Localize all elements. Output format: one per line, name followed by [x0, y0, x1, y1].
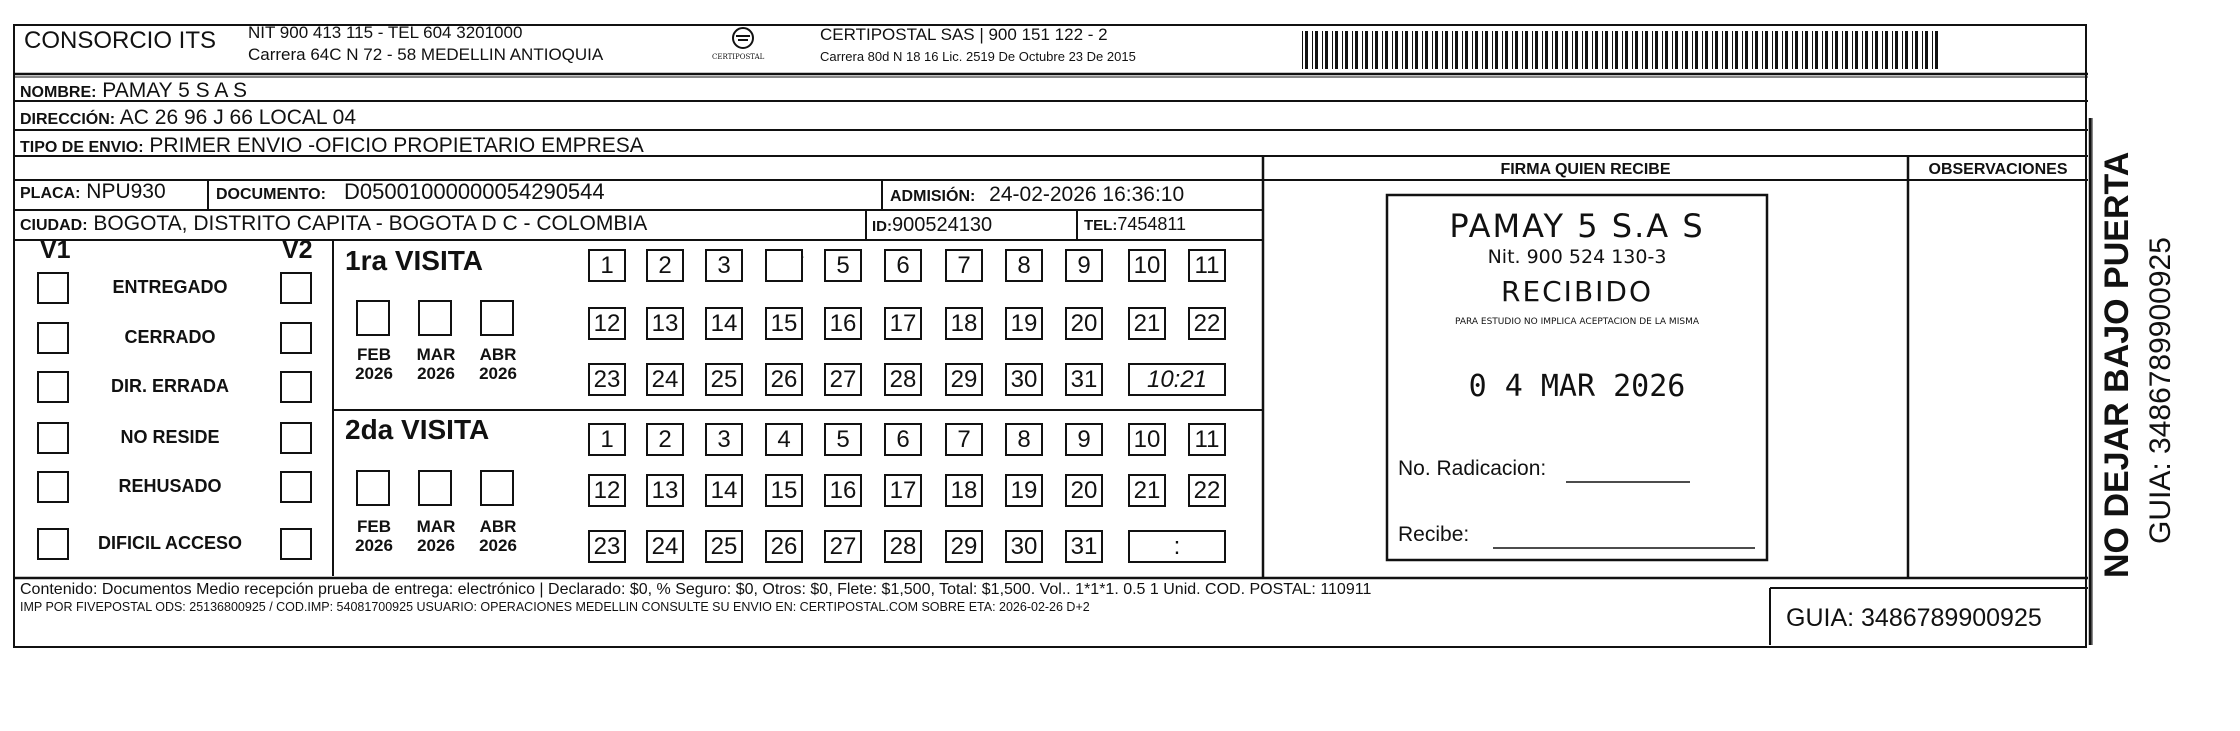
status-v1-checkbox[interactable]	[37, 322, 69, 354]
stamp-nit: Nit. 900 524 130-3	[1487, 246, 1667, 268]
day-box[interactable]: 4	[765, 423, 803, 456]
status-v1-checkbox[interactable]	[37, 422, 69, 454]
month-label: MAR	[416, 517, 456, 536]
placa-value: NPU930	[86, 180, 166, 203]
direccion-value: AC 26 96 J 66 LOCAL 04	[119, 106, 356, 129]
side-warning: NO DEJAR BAJO PUERTA	[2098, 151, 2136, 578]
signature-header: FIRMA QUIEN RECIBE	[1500, 161, 1671, 178]
day-box[interactable]: 29	[945, 530, 983, 563]
id-label: ID:	[872, 218, 892, 235]
tel-label: TEL:	[1084, 217, 1118, 234]
id-value: 900524130	[892, 214, 993, 236]
day-box[interactable]: 24	[646, 363, 684, 396]
day-box[interactable]: 31	[1065, 530, 1103, 563]
second-visit-title: 2da VISITA	[345, 414, 490, 445]
month-checkbox[interactable]	[418, 470, 452, 506]
day-box[interactable]: 11	[1188, 423, 1226, 456]
day-box[interactable]: 9	[1065, 249, 1103, 282]
barcode-icon	[1302, 31, 1938, 69]
day-box[interactable]: 13	[646, 474, 684, 507]
day-box[interactable]: 12	[588, 474, 626, 507]
admision-label: ADMISIÓN:	[890, 188, 976, 205]
status-v1-checkbox[interactable]	[37, 471, 69, 503]
tipo-envio-value: PRIMER ENVIO -OFICIO PROPIETARIO EMPRESA	[149, 134, 644, 157]
month-checkbox[interactable]	[356, 300, 390, 336]
status-v1-checkbox[interactable]	[37, 371, 69, 403]
side-guia: GUIA: 3486789900925	[2144, 237, 2177, 544]
day-box[interactable]: 2	[646, 423, 684, 456]
footer-guia: GUIA: 3486789900925	[1786, 604, 2042, 632]
day-box[interactable]: 8	[1005, 249, 1043, 282]
certipostal-logo-icon	[708, 24, 778, 68]
admision-value: 24-02-2026 16:36:10	[989, 183, 1185, 206]
radicacion-label: No. Radicacion:	[1398, 457, 1547, 480]
stamp-company: PAMAY 5 S.A S	[1449, 207, 1705, 245]
day-box[interactable]: 24	[646, 530, 684, 563]
day-box[interactable]: 17	[884, 307, 922, 340]
day-box[interactable]: 1	[588, 423, 626, 456]
day-box[interactable]: 17	[884, 474, 922, 507]
company-nit-tel: NIT 900 413 115 - TEL 604 3201000	[248, 23, 523, 42]
status-v1-checkbox[interactable]	[37, 272, 69, 304]
direccion-label: DIRECCIÓN:	[20, 111, 116, 128]
day-box[interactable]: 12	[588, 307, 626, 340]
day-box[interactable]: 2	[646, 249, 684, 282]
day-box[interactable]: 5	[824, 423, 862, 456]
certipostal-line2: Carrera 80d N 18 16 Lic. 2519 De Octubre 23 De 2015	[820, 49, 1136, 64]
day-box[interactable]: 3	[705, 423, 743, 456]
month-label: FEB	[357, 517, 391, 536]
visit-time-box[interactable]: 10:21	[1128, 363, 1226, 396]
day-box[interactable]: 14	[705, 474, 743, 507]
year-label: 2026	[355, 364, 393, 383]
footer-contenido: Contenido: Documentos Medio recepción prueba de entrega: electrónico | Declarado: $0, % Seguro: $0, Otros: $0, Flete: $1,500, Total: $1,500. Vol.. 1*1*1. 0.5 1 Unid. COD. POSTAL: 110911	[20, 581, 1372, 598]
ciudad-label: CIUDAD:	[20, 217, 88, 234]
day-box[interactable]: 14	[705, 307, 743, 340]
day-box[interactable]: 26	[765, 363, 803, 396]
stamp-date: 0 4 MAR 2026	[1468, 369, 1686, 404]
ciudad-value: BOGOTA, DISTRITO CAPITA - BOGOTA D C - COLOMBIA	[93, 212, 648, 235]
day-box[interactable]: 16	[824, 307, 862, 340]
day-box[interactable]: 26	[765, 530, 803, 563]
day-box[interactable]: 7	[945, 249, 983, 282]
month-checkbox[interactable]	[480, 300, 514, 336]
day-box[interactable]: 16	[824, 474, 862, 507]
first-visit-title: 1ra VISITA	[345, 245, 483, 276]
year-label: 2026	[355, 536, 393, 555]
day-box[interactable]: 30	[1005, 530, 1043, 563]
month-checkbox[interactable]	[418, 300, 452, 336]
tel-value: 7454811	[1117, 214, 1187, 234]
day-box[interactable]: 27	[824, 530, 862, 563]
day-box[interactable]: 3	[705, 249, 743, 282]
status-label: DIR. ERRADA	[110, 376, 229, 396]
day-box[interactable]: 30	[1005, 363, 1043, 396]
stamp-recibido: RECIBIDO	[1500, 275, 1654, 308]
day-box[interactable]: 6	[884, 423, 922, 456]
year-label: 2026	[479, 536, 517, 555]
logo-text: CERTIPOSTAL	[712, 53, 765, 61]
year-label: 2026	[417, 536, 455, 555]
day-box[interactable]: 27	[824, 363, 862, 396]
day-box[interactable]: 20	[1065, 474, 1103, 507]
day-box[interactable]: 19	[1005, 474, 1043, 507]
status-v2-checkbox[interactable]	[280, 471, 312, 503]
certipostal-line1: CERTIPOSTAL SAS | 900 151 122 - 2	[820, 25, 1108, 44]
day-box[interactable]: 13	[646, 307, 684, 340]
day-box[interactable]: 1	[588, 249, 626, 282]
month-label: MAR	[416, 345, 456, 364]
recibe-label: Recibe:	[1398, 523, 1470, 546]
footer-imp: IMP POR FIVEPOSTAL ODS: 25136800925 / COD.IMP: 54081700925 USUARIO: OPERACIONES MEDELLIN CONSULTE SU ENVIO EN: CERTIPOSTAL.COM SOBRE ETA: 2026-02-26 D+2	[20, 600, 1090, 614]
company-name: CONSORCIO ITS	[24, 27, 217, 54]
status-label: ENTREGADO	[112, 277, 228, 297]
day-box[interactable]: 31	[1065, 363, 1103, 396]
placa-label: PLACA:	[20, 185, 81, 202]
month-label: ABR	[479, 345, 517, 364]
visit-time-box[interactable]: :	[1128, 530, 1226, 563]
day-box[interactable]: 11	[1188, 249, 1226, 282]
day-box[interactable]: 10	[1128, 423, 1166, 456]
day-box[interactable]: 21	[1128, 307, 1166, 340]
status-v2-checkbox[interactable]	[280, 528, 312, 560]
day-box[interactable]: 25	[705, 530, 743, 563]
day-box[interactable]: 25	[705, 363, 743, 396]
day-box[interactable]: 22	[1188, 307, 1226, 340]
day-box[interactable]: 15	[765, 307, 803, 340]
day-box[interactable]: 18	[945, 474, 983, 507]
status-label: REHUSADO	[118, 476, 222, 496]
documento-value: D05001000000054290544	[344, 179, 605, 204]
status-v2-checkbox[interactable]	[280, 371, 312, 403]
status-label: NO RESIDE	[120, 427, 220, 447]
status-label: DIFICIL ACCESO	[97, 533, 242, 553]
day-box[interactable]: 18	[945, 307, 983, 340]
documento-label: DOCUMENTO:	[216, 186, 326, 203]
month-checkbox[interactable]	[480, 470, 514, 506]
day-box[interactable]: 7	[945, 423, 983, 456]
year-label: 2026	[417, 364, 455, 383]
status-v2-checkbox[interactable]	[280, 422, 312, 454]
tipo-envio-label: TIPO DE ENVIO:	[20, 139, 144, 156]
month-label: ABR	[479, 517, 517, 536]
day-box[interactable]: 29	[945, 363, 983, 396]
day-box[interactable]: 15	[765, 474, 803, 507]
status-v2-checkbox[interactable]	[280, 272, 312, 304]
status-v2-checkbox[interactable]	[280, 322, 312, 354]
day-box[interactable]: 28	[884, 363, 922, 396]
nombre-value: PAMAY 5 S A S	[102, 79, 248, 102]
day-box[interactable]: 19	[1005, 307, 1043, 340]
nombre-label: NOMBRE:	[20, 84, 97, 101]
day-box[interactable]: 20	[1065, 307, 1103, 340]
day-box-checked[interactable]	[765, 249, 803, 282]
observaciones-header: OBSERVACIONES	[1928, 161, 2068, 178]
company-address: Carrera 64C N 72 - 58 MEDELLIN ANTIOQUIA	[248, 45, 604, 64]
day-box[interactable]: 28	[884, 530, 922, 563]
status-v1-checkbox[interactable]	[37, 528, 69, 560]
v1-header: V1	[40, 236, 71, 264]
month-checkbox[interactable]	[356, 470, 390, 506]
day-box[interactable]: 10	[1128, 249, 1166, 282]
year-label: 2026	[479, 364, 517, 383]
stamp-note: PARA ESTUDIO NO IMPLICA ACEPTACION DE LA MISMA	[1454, 317, 1699, 327]
v2-header: V2	[282, 236, 313, 264]
day-box[interactable]: 9	[1065, 423, 1103, 456]
day-box[interactable]: 22	[1188, 474, 1226, 507]
day-box[interactable]: 5	[824, 249, 862, 282]
day-box[interactable]: 6	[884, 249, 922, 282]
day-box[interactable]: 23	[588, 530, 626, 563]
day-box[interactable]: 8	[1005, 423, 1043, 456]
status-label: CERRADO	[124, 327, 216, 347]
month-label: FEB	[357, 345, 391, 364]
day-box[interactable]: 21	[1128, 474, 1166, 507]
day-box[interactable]: 23	[588, 363, 626, 396]
